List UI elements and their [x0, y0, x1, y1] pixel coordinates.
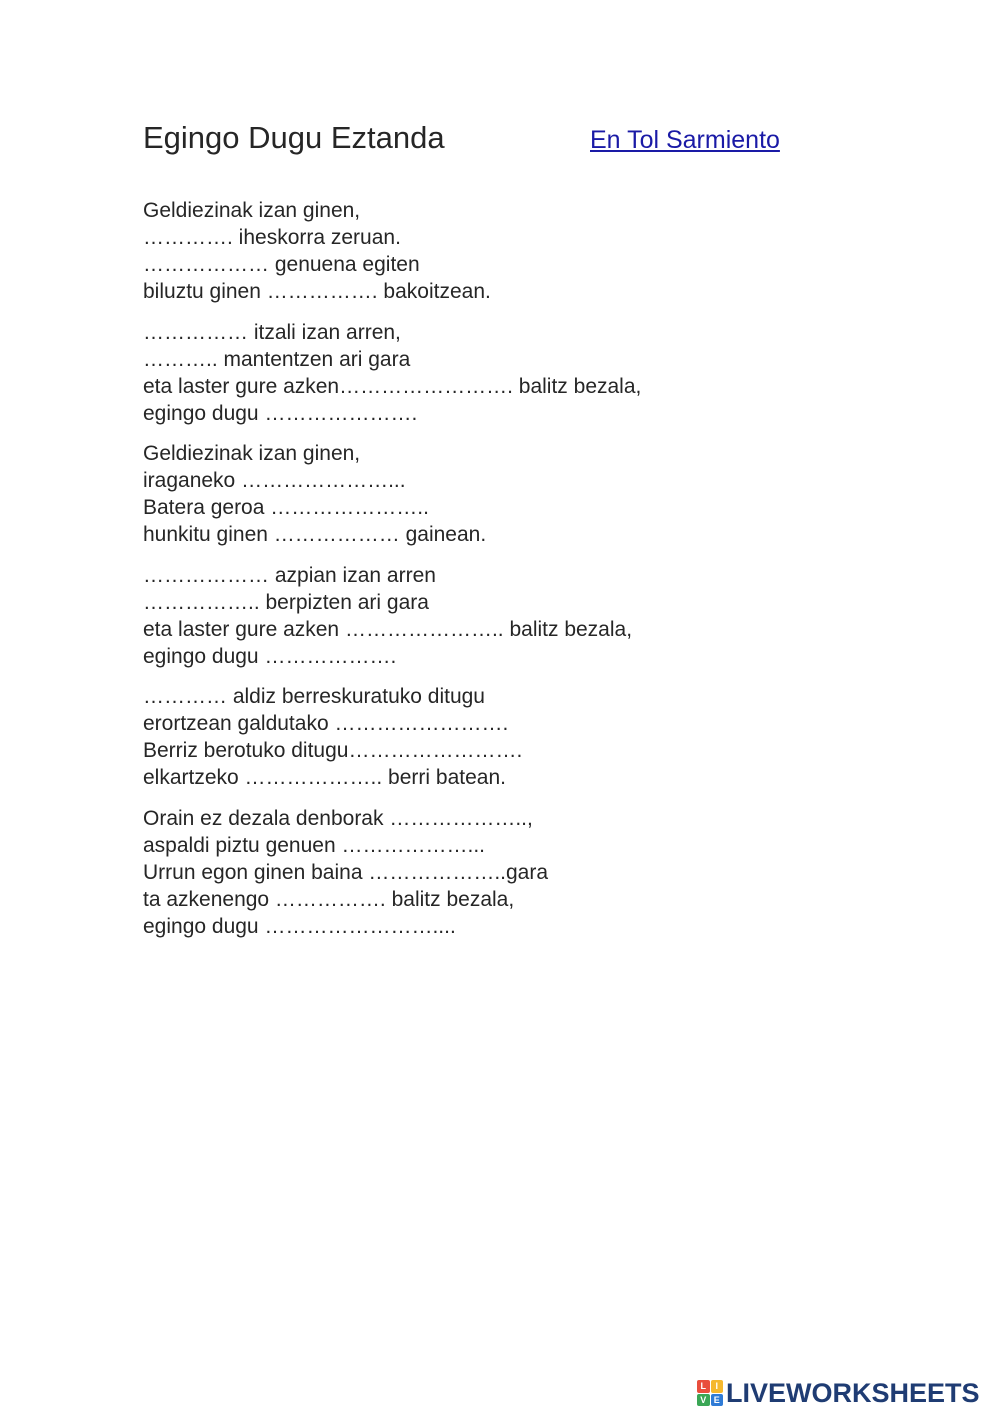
stanza [143, 440, 903, 548]
lyric-line: ……………… azpian izan arren [143, 563, 436, 587]
lyric-line: ……….. mantentzen ari gara [143, 347, 411, 371]
lyric-line: …………….. berpizten ari gara [143, 590, 429, 614]
liveworksheets-logo [697, 1377, 980, 1409]
stanza [143, 683, 903, 791]
page-title: Egingo Dugu Eztanda [143, 120, 445, 155]
stanza [143, 562, 903, 670]
logo-badge-letter: L [697, 1380, 710, 1393]
lyric-line: ……………… genuena egiten [143, 253, 420, 276]
liveworksheets-logo-icon [697, 1380, 723, 1406]
stanza [143, 805, 903, 940]
lyric-line: biluztu ginen ……………. bakoitzean. [143, 280, 491, 303]
lyric-line: hunkitu ginen ……………… gainean. [143, 523, 487, 546]
lyrics-body [143, 197, 903, 953]
lyric-line: erortzean galdutako ……………………. [143, 712, 509, 735]
lyric-line: eta laster gure azken ………………….. balitz bezala, [143, 617, 633, 641]
stanza [143, 319, 903, 427]
logo-badge-letter: I [711, 1380, 724, 1393]
lyric-line: egingo dugu …………………….... [143, 914, 456, 938]
artist-link[interactable]: En Tol Sarmiento [590, 126, 780, 154]
lyric-line: …………. iheskorra zeruan. [143, 226, 401, 249]
lyric-line: …………… itzali izan arren, [143, 320, 401, 344]
logo-badge-letter: E [711, 1394, 724, 1407]
lyric-line: Geldiezinak izan ginen, [143, 442, 361, 465]
lyric-line: ta azkenengo ……………. balitz bezala, [143, 887, 515, 911]
lyric-line: egingo dugu …………………. [143, 401, 418, 425]
lyric-line: Batera geroa ………………….. [143, 496, 429, 519]
lyric-line: Orain ez dezala denborak ……………….., [143, 806, 533, 830]
lyric-line: iraganeko …………………... [143, 469, 406, 492]
lyric-line: elkartzeko ……………….. berri batean. [143, 766, 506, 789]
lyric-line: Berriz berotuko ditugu……………………. [143, 739, 523, 762]
lyric-line: eta laster gure azken……………………. balitz bezala, [143, 374, 642, 398]
lyric-line: ………… aldiz berreskuratuko ditugu [143, 685, 485, 708]
stanza [143, 197, 903, 305]
lyric-line: egingo dugu ………………. [143, 644, 397, 668]
lyric-line: aspaldi piztu genuen ………………... [143, 833, 485, 857]
logo-badge-letter: V [697, 1394, 710, 1407]
liveworksheets-logo-text: LIVEWORKSHEETS [726, 1377, 980, 1408]
lyric-line: Urrun egon ginen baina ………………..gara [143, 860, 549, 884]
lyric-line: Geldiezinak izan ginen, [143, 199, 361, 222]
